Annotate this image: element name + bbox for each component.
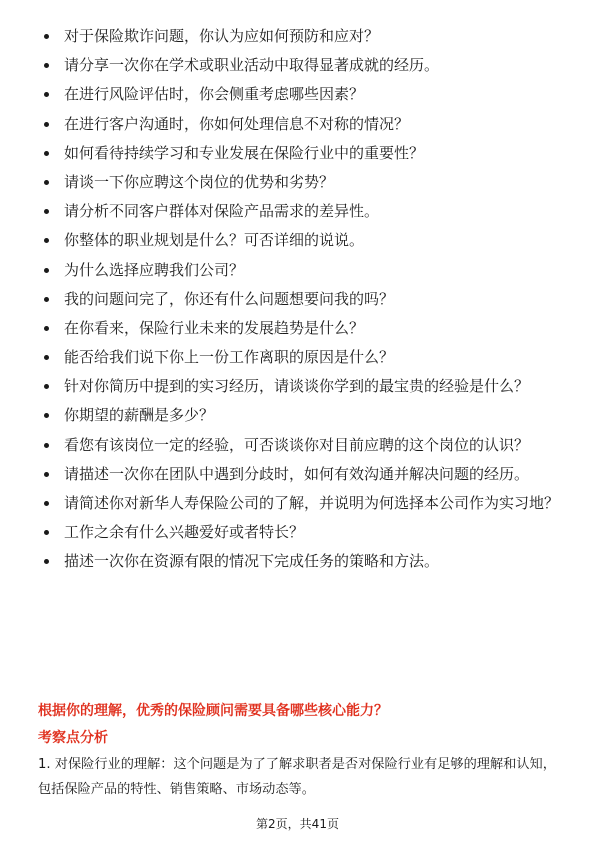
list-item-text: 在进行风险评估时，你会侧重考虑哪些因素？ bbox=[64, 85, 365, 104]
bullet-icon bbox=[44, 501, 49, 506]
list-item-text: 为什么选择应聘我们公司？ bbox=[64, 260, 245, 279]
bullet-icon bbox=[44, 472, 49, 477]
bullet-icon bbox=[44, 326, 49, 331]
list-item bbox=[42, 462, 562, 487]
bullet-icon bbox=[44, 559, 49, 564]
bullet-icon bbox=[44, 384, 49, 389]
list-item bbox=[42, 345, 562, 370]
bullet-icon bbox=[44, 443, 49, 448]
list-item bbox=[42, 82, 562, 107]
list-item-text: 请分析不同客户群体对保险产品需求的差异性。 bbox=[64, 202, 380, 221]
list-item-text: 请简述你对新华人寿保险公司的了解，并说明为何选择本公司作为实习地？ bbox=[64, 494, 560, 512]
list-item bbox=[42, 549, 562, 574]
bullet-icon bbox=[44, 238, 49, 243]
bullet-icon bbox=[44, 297, 49, 302]
question-list bbox=[42, 24, 562, 579]
bullet-icon bbox=[44, 180, 49, 185]
list-item-text: 请谈一下你应聘这个岗位的优势和劣势？ bbox=[64, 172, 335, 191]
bullet-icon bbox=[44, 92, 49, 97]
list-item bbox=[42, 433, 562, 458]
list-item-text: 请描述一次你在团队中遇到分歧时，如何有效沟通并解决问题的经历。 bbox=[64, 464, 530, 483]
list-item bbox=[42, 199, 562, 224]
list-item bbox=[42, 228, 562, 253]
list-item-text: 在进行客户沟通时，你如何处理信息不对称的情况？ bbox=[64, 114, 410, 133]
list-item-text: 请分享一次你在学术或职业活动中取得显著成就的经历。 bbox=[64, 56, 440, 75]
list-item bbox=[42, 403, 562, 428]
bullet-icon bbox=[44, 355, 49, 360]
list-item-text: 你整体的职业规划是什么？可否详细的说说。 bbox=[64, 231, 365, 250]
bullet-icon bbox=[44, 122, 49, 127]
list-item bbox=[42, 170, 562, 195]
list-item-text: 对于保险欺诈问题，你认为应如何预防和应对？ bbox=[64, 27, 380, 45]
list-item bbox=[42, 112, 562, 137]
list-item-text: 在你看来，保险行业未来的发展趋势是什么？ bbox=[64, 318, 365, 337]
list-item bbox=[42, 520, 562, 545]
section-heading: 考察点分析 bbox=[38, 730, 108, 746]
list-item-text: 你期望的薪酬是多少？ bbox=[64, 406, 215, 425]
list-item-text: 我的问题问完了，你还有什么问题想要问我的吗？ bbox=[64, 289, 395, 308]
list-item-text: 能否给我们说下你上一份工作离职的原因是什么？ bbox=[64, 348, 395, 367]
list-item bbox=[42, 287, 562, 312]
bullet-icon bbox=[44, 268, 49, 273]
answer-paragraph: 1. 对保险行业的理解：这个问题是为了了解求职者是否对保险行业有足够的理解和认知，包括保险产品的特性、销售策略、市场动态等。 bbox=[38, 757, 556, 797]
bullet-icon bbox=[44, 413, 49, 418]
list-item-text: 工作之余有什么兴趣爱好或者特长？ bbox=[64, 523, 305, 542]
list-item bbox=[42, 374, 562, 399]
page-footer: 第2页，共41页 bbox=[256, 817, 339, 831]
list-item-text: 如何看待持续学习和专业发展在保险行业中的重要性？ bbox=[64, 143, 425, 162]
list-item-text: 描述一次你在资源有限的情况下完成任务的策略和方法。 bbox=[64, 552, 440, 571]
bullet-icon bbox=[44, 209, 49, 214]
list-item bbox=[42, 24, 562, 49]
list-item bbox=[42, 491, 562, 516]
list-item-text: 看您有该岗位一定的经验，可否谈谈你对目前应聘的这个岗位的认识？ bbox=[64, 435, 530, 454]
list-item bbox=[42, 258, 562, 283]
bullet-icon bbox=[44, 151, 49, 156]
list-item bbox=[42, 53, 562, 78]
bullet-icon bbox=[44, 34, 49, 39]
bullet-icon bbox=[44, 63, 49, 68]
list-item-text: 针对你简历中提到的实习经历，请谈谈你学到的最宝贵的经验是什么？ bbox=[64, 377, 530, 396]
bullet-icon bbox=[44, 530, 49, 535]
list-item bbox=[42, 316, 562, 341]
list-item bbox=[42, 141, 562, 166]
section-question: 根据你的理解，优秀的保险顾问需要具备哪些核心能力？ bbox=[38, 703, 388, 719]
